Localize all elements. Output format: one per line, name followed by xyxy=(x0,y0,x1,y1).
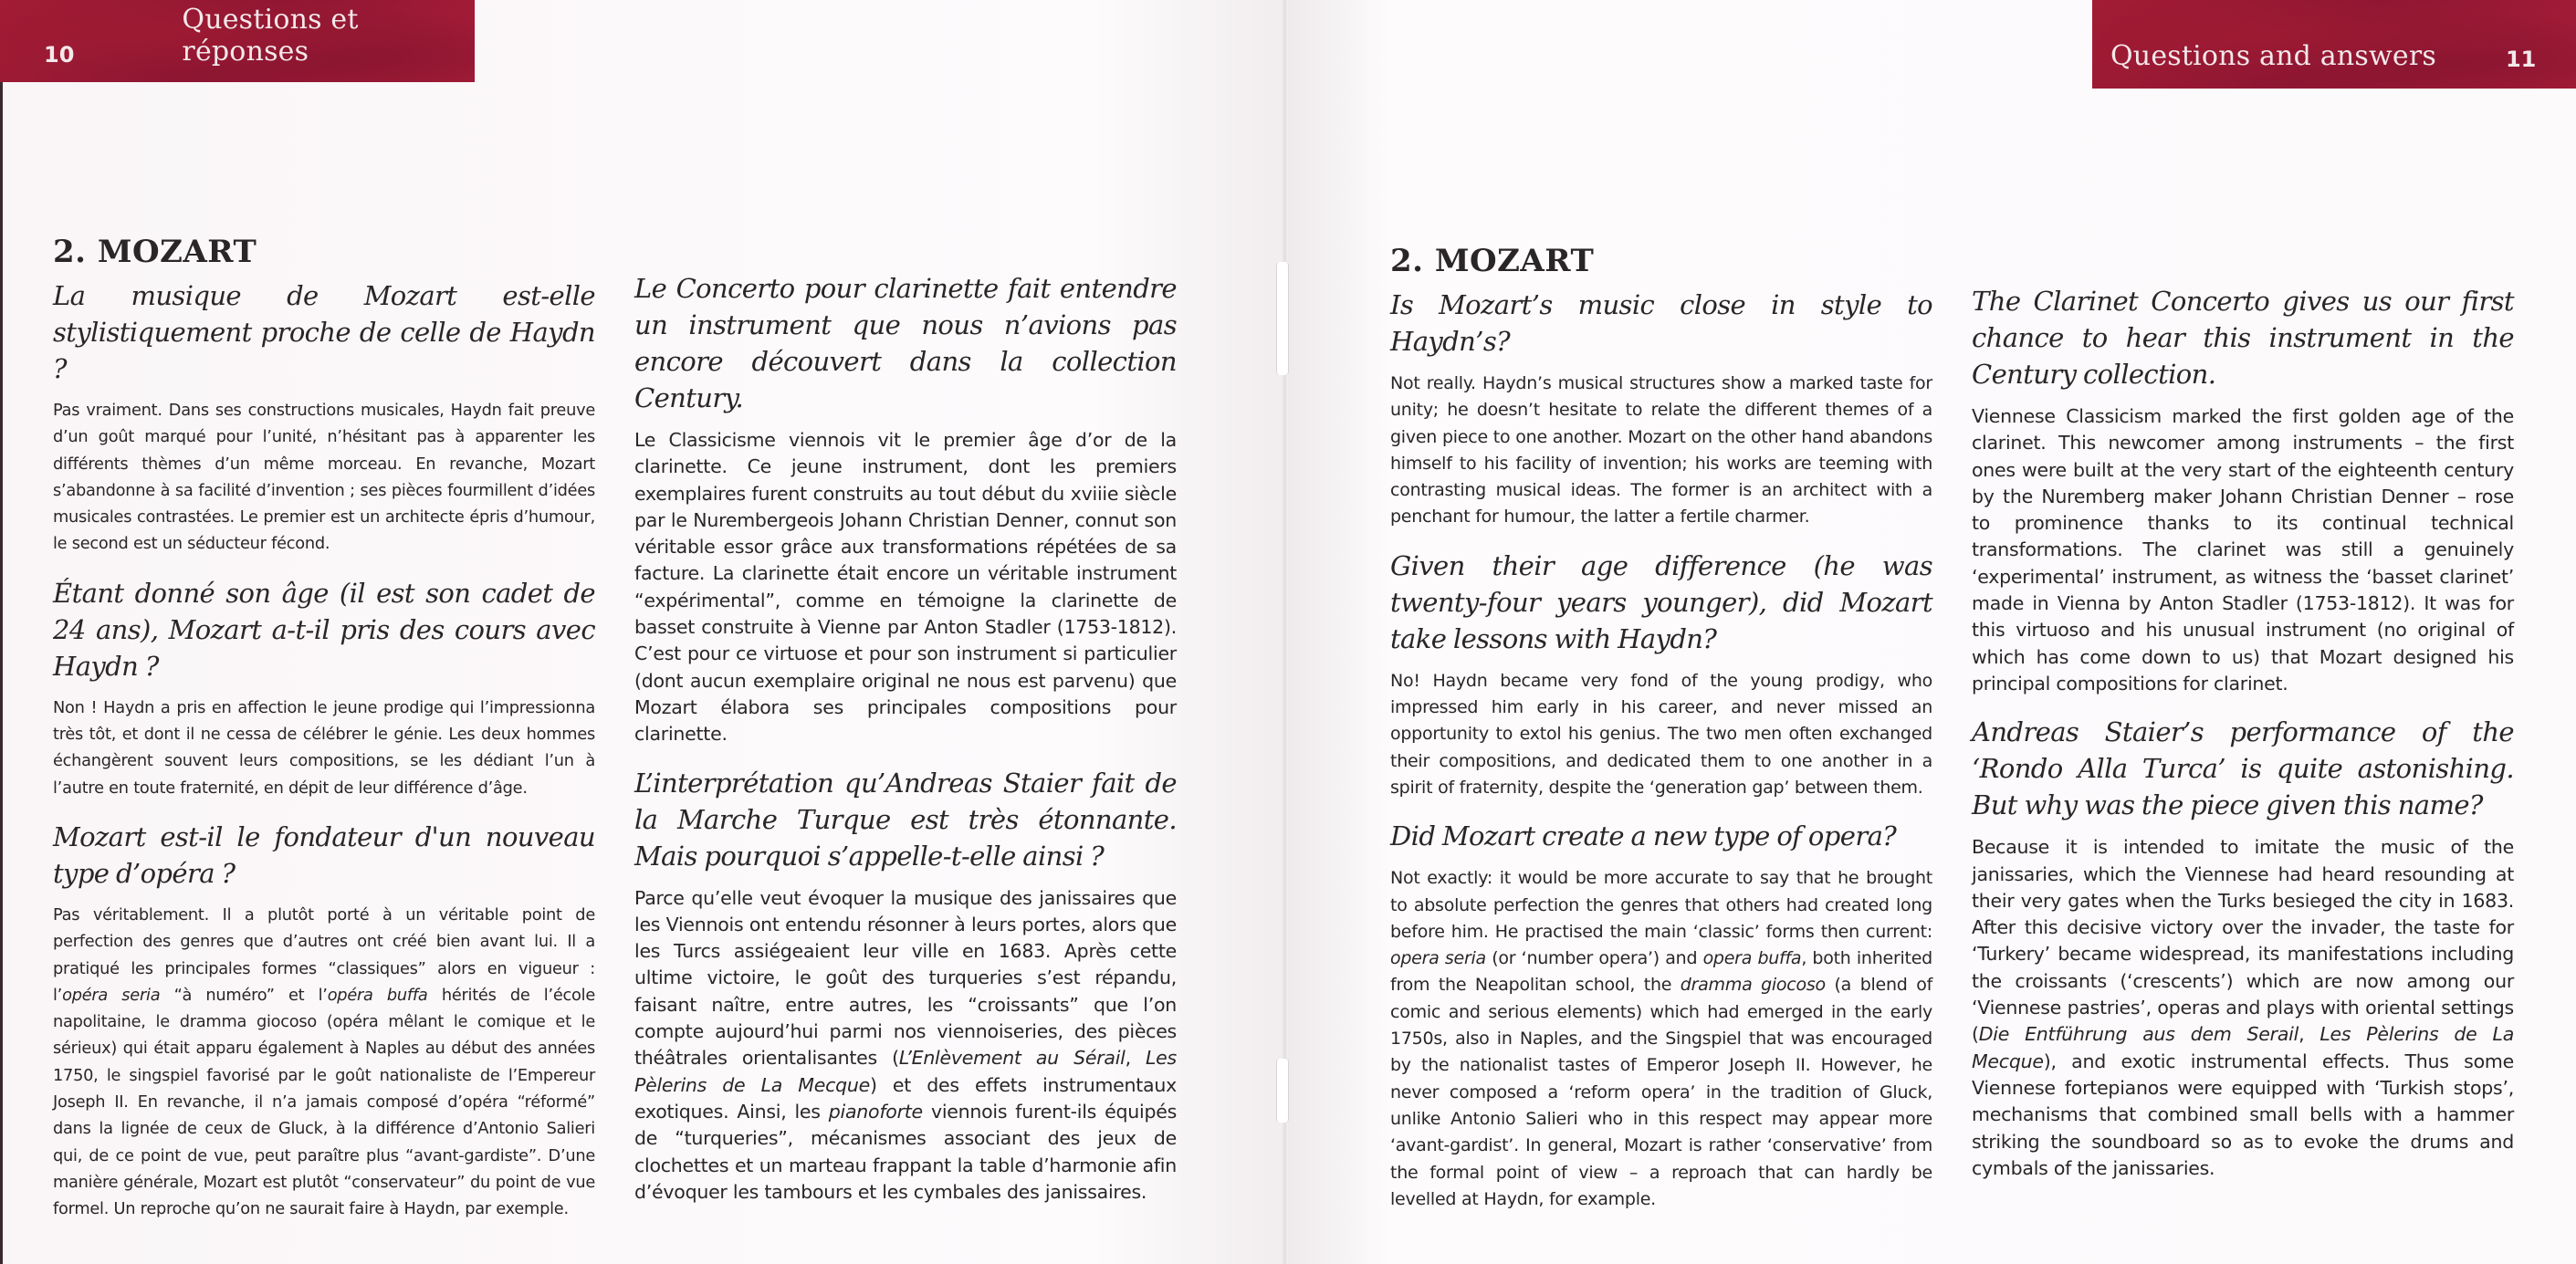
answer-text: Pas véritablement. Il a plutôt porté à un véritable point de perfection des genres que d’autres ont créé bien avant lui. Il a pratiqué les principales formes “classiques” alors en vigueur : l’ xyxy=(53,905,595,1005)
left-header-title: Questions et réponses xyxy=(182,4,359,68)
question: Étant donné son âge (il est son cadet de 24 ans), Mozart a-t-il pris des cours avec Haydn ? xyxy=(53,577,595,682)
italic-title-text: Les Pèlerins de La Mecque xyxy=(634,1047,1177,1096)
answer: Viennese Classicism marked the first golden age of the clarinet. This newcomer among instruments – the first ones were built at the very start of the eighteenth century by the Nuremberg maker Johann Christian Denner – rose to prominence thanks to its continual technical transformations. The clarinet was still a genuinely ‘experimental’ instrument, as witness the ‘basset clarinet’ made in Vienna by Anton Stadler (1753-1812). It was for this virtuoso and his unusual instrument (no original of which has come down to us) that Mozart designed his principal compositions for clarinet. xyxy=(1972,405,2514,695)
page-number-left: 10 xyxy=(44,42,75,68)
question: Mozart est-il le fondateur d'un nouveau type d’opéra ? xyxy=(53,820,595,889)
answer: Non ! Haydn a pris en affection le jeune prodige qui l’impressionna très tôt, et dont il ne cessa de célébrer le génie. Les deux hommes échangèrent souvent leurs compositions, se les dédiant l’un à l’autre en toute fraternité, en dépit de leur différence d’âge. xyxy=(53,698,595,798)
answer-text: Because it is intended to imitate the music of the janissaries, which the Viennese had heard resounding at their very gates when the Turks besieged the city in 1683. After this decisive victory over the invader, the taste for ‘Turkery’ became widespread, its manifestations including the croissants (‘crescents’) which are now among our ‘Viennese pastries’, operas and plays with oriental settings ( xyxy=(1972,836,2514,1046)
answer-text: (a blend of comic and serious elements) which had emerged in the early 1750s, also in Naples, and the Singspiel that was encouraged by the nationalist tastes of Emperor Joseph II. However, he never composed a ‘reform opera’ in the tradition of Gluck, unlike Antonio Salieri who in this respect may appear more ‘avant-gardist’. In general, Mozart is rather ‘conservative’ from the formal point of view – a reproach that can hardly be levelled at Haydn, for example. xyxy=(1390,975,1933,1209)
italic-title-text: opera buffa xyxy=(1702,948,1802,969)
section-title-left: 2. MOZART xyxy=(53,234,257,270)
answer-text: viennois furent-ils équipés de “turqueries”, mécanismes associant des jeux de clochettes et un marteau frappant la table d’harmonie afin d’évoquer les tambours et les cymbales des janissaires. xyxy=(634,1100,1177,1203)
page-edge-shadow xyxy=(0,82,3,1264)
question: Given their age difference (he was twenty-four years younger), did Mozart take lessons with Haydn? xyxy=(1390,549,1932,654)
answer-text: , both inherited from the Neapolitan school, the xyxy=(1390,948,1932,996)
answer xyxy=(1972,834,2514,1182)
question: The Clarinet Concerto gives us our first chance to hear this instrument in the Century collection. xyxy=(1972,286,2514,390)
right-column-2 xyxy=(1972,283,2514,1198)
right-column-1 xyxy=(1390,241,1932,1229)
italic-title-text: L’Enlèvement au Sérail xyxy=(898,1047,1126,1070)
answer xyxy=(634,885,1177,1207)
question: La musique de Mozart est-elle stylistiquement proche de celle de Haydn ? xyxy=(53,280,595,384)
answer-text: hérités de l’école napolitaine, le dramma giocoso (opéra mêlant le comique et le sérieux) qui était apparu également à Naples au début des années 1750, le singspiel favorisé par le goût nationaliste de l’Empereur Joseph II. En revanche, il n’a jamais composé d’opéra “réformé” dans la lignée de ceux de Gluck, à la différence d’Antonio Salieri qui, de ce point de vue, peut paraître plus “avant-gardiste”. D’une manière générale, Mozart est plutôt “conservateur” du point de vue formel. Un reproche qu’on ne saurait faire à Haydn, par exemple. xyxy=(53,986,596,1219)
right-header-band xyxy=(2092,0,2576,89)
italic-title-text: opéra buffa xyxy=(327,986,428,1005)
staple-bottom xyxy=(1276,1059,1289,1123)
question: Is Mozart’s music close in style to Haydn’s? xyxy=(1390,289,1932,357)
answer xyxy=(53,903,595,1224)
answer-text: ) et des effets instrumentaux exotiques. Ainsi, les xyxy=(634,1073,1177,1123)
italic-title-text: dramma giocoso xyxy=(1680,975,1826,996)
left-header-band xyxy=(0,0,475,82)
page-number-right: 11 xyxy=(2505,47,2537,72)
left-column-2 xyxy=(634,270,1177,1222)
answer: Pas vraiment. Dans ses constructions musicales, Haydn fait preuve d’un goût marqué pour l’unité, n’hésitant pas à apparenter les différents thèmes d’un même morceau. En revanche, Mozart s’abandonne à sa facilité d’invention ; ses pièces fourmillent d’idées musicales contrastées. Le premier est un architecte épris d’humour, le second est un séducteur fécond. xyxy=(53,402,595,554)
question: Did Mozart create a new type of opera? xyxy=(1390,820,1897,852)
answer: Not really. Haydn’s musical structures show a marked taste for unity; he doesn’t hesitate to relate the different themes of a given piece to one another. Mozart on the other hand abandons himself to his facility of invention; his works are teeming with contrasting musical ideas. The former is an architect with a penchant for humour, the latter a fertile charmer. xyxy=(1390,373,1932,528)
question: Le Concerto pour clarinette fait entendre un instrument que nous n’avions pas encore découvert dans la collection Century. xyxy=(634,273,1177,413)
answer-text: Parce qu’elle veut évoquer la musique des janissaires que les Viennois ont entendu résonner à leurs portes, alors que les Turcs assiégeaient leur ville en 1683. Après cette ultime victoire, le goût des turqueries s’est répandu, faisant naître, entre autres, les “croissants” que l’on compte aujourd’hui parmi nos viennoiseries, des pièces théâtrales orientalisantes ( xyxy=(634,886,1177,1070)
question: Andreas Staier’s performance of the ‘Rondo Alla Turca’ is quite astonishing. But why was the piece given this name? xyxy=(1972,716,2514,821)
italic-title-text: opéra seria xyxy=(62,986,161,1005)
italic-title-text: Die Entführung aus dem Serail xyxy=(1978,1023,2299,1046)
answer-text: , xyxy=(1125,1047,1147,1070)
answer: Le Classicisme viennois vit le premier âge d’or de la clarinette. Ce jeune instrument, dont les premiers exemplaires furent construits au tout début du xviiie siècle par le Nurembergeois Johann Christian Denner, connut son véritable essor grâce aux transformations répétées de sa facture. La clarinette était encore un véritable instrument “expérimental”, comme en témoigne la clarinette de basset construite à Vienne par Anton Stadler (1753-1812). C’est pour ce virtuose et pour son instrument si particulier (dont aucun exemplaire original ne nous est parvenu) que Mozart élabora ses principales compositions pour clarinette. xyxy=(634,429,1177,746)
answer xyxy=(1390,865,1932,1213)
left-column-1 xyxy=(53,232,595,1240)
staple-top xyxy=(1276,262,1289,375)
question: L’interprétation qu’Andreas Staier fait de la Marche Turque est très étonnante. Mais pourquoi s’appelle-t-elle ainsi ? xyxy=(634,767,1177,872)
answer: No! Haydn became very fond of the young prodigy, who impressed him early in his career, and never missed an opportunity to extol his genius. The two men often exchanged their compositions, and dedicated them to one another in a spirit of fraternity, despite the ‘generation gap’ between them. xyxy=(1390,670,1932,798)
right-header-title: Questions and answers xyxy=(2110,40,2436,72)
answer-text: (or ‘number opera’) and xyxy=(1485,948,1703,969)
answer-text: , xyxy=(2299,1023,2320,1046)
section-title-right: 2. MOZART xyxy=(1390,243,1595,279)
answer-text: “à numéro” et l’ xyxy=(160,986,328,1005)
italic-title-text: Les Pèlerins de La Mecque xyxy=(1972,1023,2515,1072)
answer-text: ), and exotic instrumental effects. Thus some Viennese fortepianos were equipped with ‘Turkish stops’, mechanisms that combined small bells with a hammer striking the soundboard so as to evoke the drums and cymbals of the janissaries. xyxy=(1972,1050,2514,1179)
answer-text: Not exactly: it would be more accurate to say that he brought to absolute perfection the genres that others had created long before him. He practised the main ‘classic’ forms then current: xyxy=(1390,868,1932,942)
italic-title-text: pianoforte xyxy=(828,1100,923,1123)
italic-title-text: opera seria xyxy=(1390,948,1486,969)
